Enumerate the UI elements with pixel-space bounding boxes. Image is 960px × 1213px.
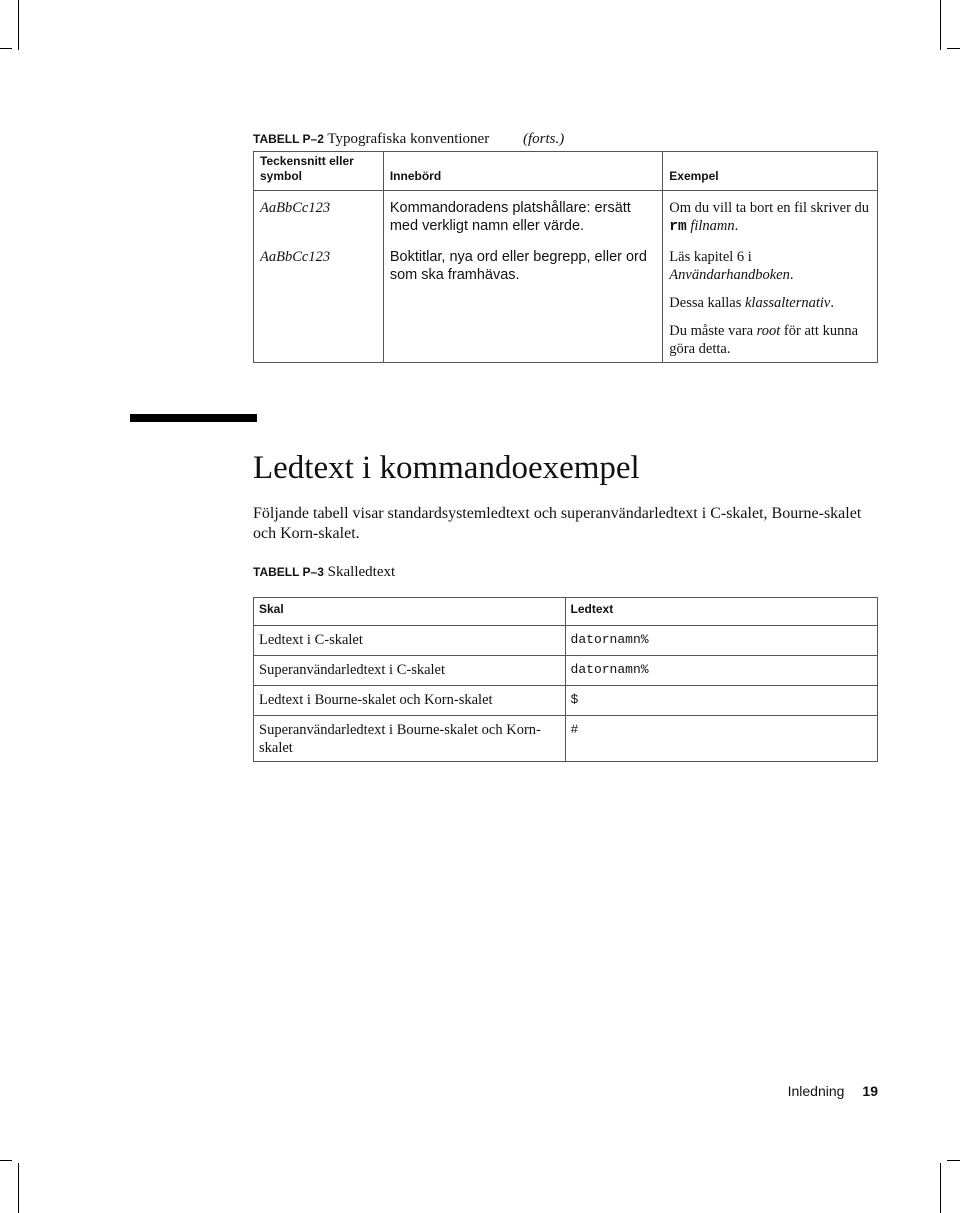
table-title: Typografiska konventioner — [327, 131, 490, 147]
column-header: Skal — [254, 598, 566, 626]
shell-cell: Ledtext i C-skalet — [254, 626, 566, 656]
shell-cell: Superanvändarledtext i C-skalet — [254, 656, 566, 686]
table-row — [254, 626, 878, 656]
page-footer — [788, 1083, 878, 1099]
example-text: Dessa kallas — [669, 295, 742, 311]
table-p2-caption — [253, 131, 564, 148]
section-paragraph: Följande tabell visar standardsystemledtext och superanvändarledtext i C-skalet, Bourne-skalet och Korn-skalet. — [253, 505, 862, 542]
table-continued-note: (forts.) — [522, 131, 565, 147]
page-number: 19 — [862, 1083, 878, 1099]
column-header: Innebörd — [383, 152, 662, 191]
example-line — [669, 248, 871, 284]
punctuation: . — [830, 295, 834, 311]
punctuation: . — [789, 267, 794, 283]
crop-mark — [0, 1160, 12, 1161]
table-header-row — [254, 152, 878, 191]
example-text: för att kunna göra detta. — [669, 323, 859, 357]
table-row — [254, 240, 878, 363]
font-sample: AaBbCc123 — [254, 191, 384, 241]
prompt-cell: datornamn% — [565, 626, 877, 656]
table-label: TABELL P–3 — [253, 565, 324, 579]
prompt-cell: $ — [565, 686, 877, 716]
table-header-row — [254, 598, 878, 626]
typographic-conventions-table — [253, 151, 878, 363]
table-row — [254, 716, 878, 762]
table-p3-caption — [253, 564, 395, 581]
emphasized-text: klassalternativ — [744, 295, 831, 311]
command-name: rm — [669, 219, 687, 235]
table-title: Skalledtext — [327, 564, 396, 580]
table-row — [254, 191, 878, 241]
crop-mark — [940, 1163, 941, 1213]
table-row — [254, 686, 878, 716]
example-text: Om du vill ta bort en fil skriver du — [669, 200, 870, 216]
crop-mark — [18, 0, 19, 50]
shell-prompts-table — [253, 597, 878, 762]
placeholder-arg: filnamn — [690, 218, 735, 234]
table-row — [254, 656, 878, 686]
example-line — [669, 294, 871, 312]
column-header: Ledtext — [565, 598, 877, 626]
crop-mark — [0, 48, 12, 49]
example-cell — [663, 240, 878, 363]
emphasized-text: Användarhandboken — [669, 267, 790, 283]
prompt-cell: datornamn% — [565, 656, 877, 686]
font-sample: AaBbCc123 — [254, 240, 384, 363]
section-rule — [130, 414, 257, 422]
section-heading: Ledtext i kommandoexempel — [253, 450, 640, 486]
prompt-cell: # — [565, 716, 877, 762]
column-header: Teckensnitt eller symbol — [254, 152, 384, 191]
example-text: Läs kapitel 6 i — [669, 249, 752, 265]
crop-mark — [18, 1163, 19, 1213]
example-cell — [663, 191, 878, 241]
meaning-cell: Boktitlar, nya ord eller begrepp, eller ord som ska framhävas. — [383, 240, 662, 363]
punctuation: . — [734, 218, 739, 234]
crop-mark — [940, 0, 941, 50]
crop-mark — [947, 48, 960, 49]
example-text: Du måste vara — [669, 323, 754, 339]
shell-cell: Ledtext i Bourne-skalet och Korn-skalet — [254, 686, 566, 716]
example-line — [669, 322, 871, 358]
footer-section: Inledning — [787, 1083, 845, 1099]
table-label: TABELL P–2 — [253, 132, 324, 146]
emphasized-text: root — [756, 323, 781, 339]
column-header: Exempel — [663, 152, 878, 191]
meaning-cell: Kommandoradens platshållare: ersätt med verkligt namn eller värde. — [383, 191, 662, 241]
shell-cell: Superanvändarledtext i Bourne-skalet och Korn-skalet — [254, 716, 566, 762]
crop-mark — [947, 1160, 960, 1161]
